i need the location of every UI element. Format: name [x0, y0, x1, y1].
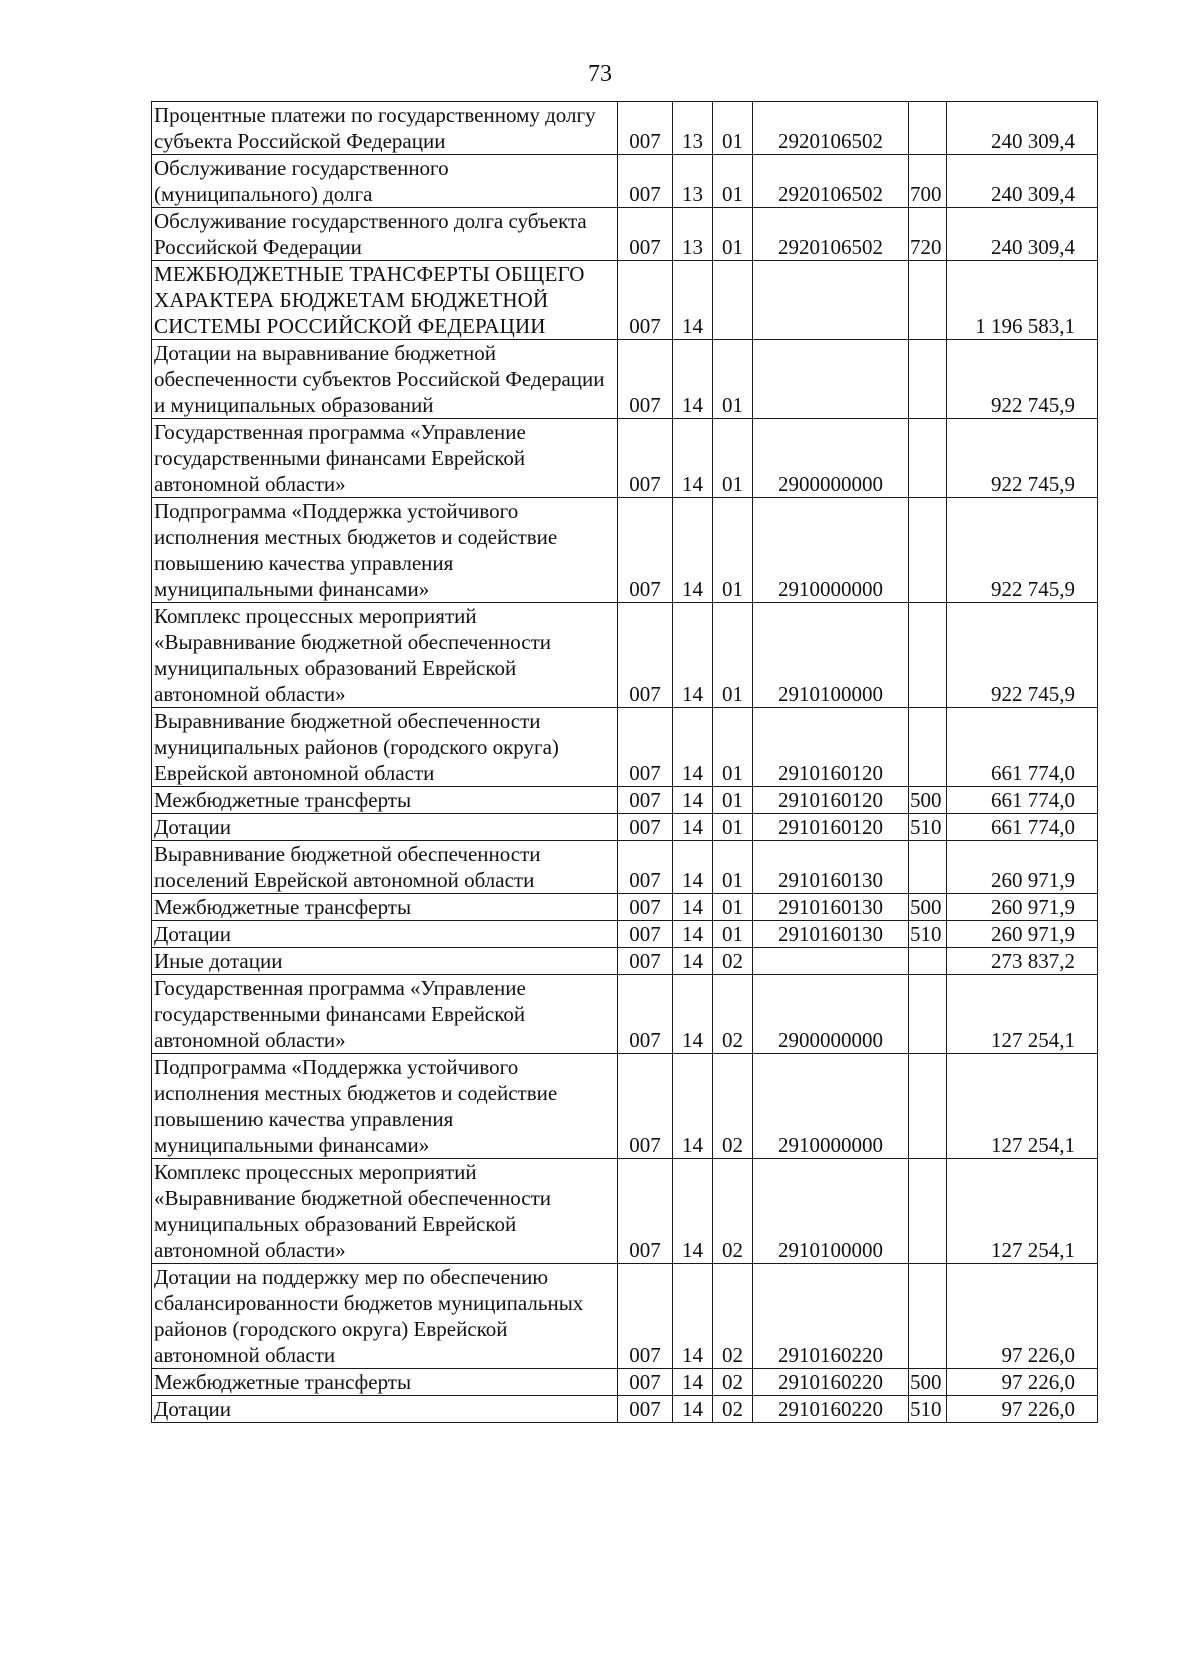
item-name-cell: Иные дотации [152, 948, 618, 975]
target-article-cell [753, 261, 909, 340]
table-row [152, 1396, 1098, 1423]
ministry-code-cell: 007 [618, 708, 673, 787]
target-article-cell: 2910160120 [753, 708, 909, 787]
section-code-cell: 14 [673, 498, 713, 603]
section-code-cell: 14 [673, 1054, 713, 1159]
expense-type-cell [909, 261, 947, 340]
item-name-cell: Государственная программа «Управление государственными финансами Еврейской автономной области» [152, 975, 618, 1054]
item-name-cell: Процентные платежи по государственному долгу субъекта Российской Федерации [152, 102, 618, 155]
ministry-code-cell: 007 [618, 814, 673, 841]
section-code-cell: 14 [673, 340, 713, 419]
section-code-cell: 14 [673, 1369, 713, 1396]
target-article-cell: 2910100000 [753, 603, 909, 708]
ministry-code-cell: 007 [618, 1369, 673, 1396]
ministry-code-cell: 007 [618, 1054, 673, 1159]
item-name-cell: Подпрограмма «Поддержка устойчивого исполнения местных бюджетов и содействие повышению качества управления муниципальными финансами» [152, 498, 618, 603]
page-number: 73 [588, 61, 612, 87]
section-code-cell: 14 [673, 1264, 713, 1369]
expense-type-cell: 500 [909, 894, 947, 921]
expense-type-cell [909, 1264, 947, 1369]
target-article-cell: 2910160220 [753, 1369, 909, 1396]
expense-type-cell [909, 975, 947, 1054]
item-name-cell: Межбюджетные трансферты [152, 1369, 618, 1396]
ministry-code-cell: 007 [618, 261, 673, 340]
section-code-cell: 14 [673, 419, 713, 498]
amount-cell: 240 309,4 [947, 155, 1098, 208]
item-name-cell: Выравнивание бюджетной обеспеченности муниципальных районов (городского округа) Еврейской автономной области [152, 708, 618, 787]
ministry-code-cell: 007 [618, 787, 673, 814]
target-article-cell: 2910100000 [753, 1159, 909, 1264]
expense-type-cell [909, 419, 947, 498]
expense-type-cell: 510 [909, 921, 947, 948]
item-name-cell: Дотации на поддержку мер по обеспечению сбалансированности бюджетов муниципальных районов (городского округа) Еврейской автономной области [152, 1264, 618, 1369]
subsection-code-cell: 01 [713, 841, 753, 894]
expense-type-cell: 500 [909, 787, 947, 814]
section-code-cell: 14 [673, 841, 713, 894]
table-row [152, 708, 1098, 787]
subsection-code-cell: 01 [713, 102, 753, 155]
subsection-code-cell: 01 [713, 419, 753, 498]
amount-cell: 922 745,9 [947, 498, 1098, 603]
item-name-cell: Выравнивание бюджетной обеспеченности поселений Еврейской автономной области [152, 841, 618, 894]
section-code-cell: 14 [673, 261, 713, 340]
item-name-cell: Государственная программа «Управление государственными финансами Еврейской автономной области» [152, 419, 618, 498]
subsection-code-cell: 02 [713, 975, 753, 1054]
subsection-code-cell: 02 [713, 1264, 753, 1369]
table-row [152, 814, 1098, 841]
ministry-code-cell: 007 [618, 102, 673, 155]
subsection-code-cell: 01 [713, 787, 753, 814]
amount-cell: 1 196 583,1 [947, 261, 1098, 340]
section-code-cell: 14 [673, 1159, 713, 1264]
amount-cell: 127 254,1 [947, 975, 1098, 1054]
item-name-cell: Подпрограмма «Поддержка устойчивого исполнения местных бюджетов и содействие повышению качества управления муниципальными финансами» [152, 1054, 618, 1159]
budget-table-body [152, 102, 1098, 1423]
ministry-code-cell: 007 [618, 948, 673, 975]
item-name-cell: Дотации [152, 921, 618, 948]
subsection-code-cell: 02 [713, 1054, 753, 1159]
table-row [152, 208, 1098, 261]
subsection-code-cell: 01 [713, 340, 753, 419]
subsection-code-cell: 01 [713, 814, 753, 841]
section-code-cell: 14 [673, 894, 713, 921]
expense-type-cell: 510 [909, 1396, 947, 1423]
section-code-cell: 13 [673, 155, 713, 208]
target-article-cell: 2910000000 [753, 1054, 909, 1159]
table-row [152, 1369, 1098, 1396]
section-code-cell: 13 [673, 102, 713, 155]
section-code-cell: 14 [673, 708, 713, 787]
ministry-code-cell: 007 [618, 1159, 673, 1264]
table-row [152, 102, 1098, 155]
target-article-cell: 2910160220 [753, 1396, 909, 1423]
ministry-code-cell: 007 [618, 921, 673, 948]
amount-cell: 661 774,0 [947, 814, 1098, 841]
amount-cell: 922 745,9 [947, 419, 1098, 498]
section-code-cell: 13 [673, 208, 713, 261]
item-name-cell: Дотации на выравнивание бюджетной обеспеченности субъектов Российской Федерации и муниципальных образований [152, 340, 618, 419]
item-name-cell: Дотации [152, 1396, 618, 1423]
item-name-cell: Обслуживание государственного (муниципального) долга [152, 155, 618, 208]
table-row [152, 1054, 1098, 1159]
target-article-cell: 2910160130 [753, 894, 909, 921]
target-article-cell: 2900000000 [753, 419, 909, 498]
expense-type-cell [909, 1159, 947, 1264]
expense-type-cell [909, 708, 947, 787]
table-row [152, 975, 1098, 1054]
section-code-cell: 14 [673, 787, 713, 814]
section-code-cell: 14 [673, 975, 713, 1054]
ministry-code-cell: 007 [618, 340, 673, 419]
table-row [152, 1159, 1098, 1264]
amount-cell: 97 226,0 [947, 1264, 1098, 1369]
table-row [152, 261, 1098, 340]
ministry-code-cell: 007 [618, 419, 673, 498]
target-article-cell: 2920106502 [753, 102, 909, 155]
expense-type-cell: 510 [909, 814, 947, 841]
ministry-code-cell: 007 [618, 1264, 673, 1369]
table-row [152, 498, 1098, 603]
subsection-code-cell: 01 [713, 155, 753, 208]
section-code-cell: 14 [673, 603, 713, 708]
section-code-cell: 14 [673, 1396, 713, 1423]
table-row [152, 340, 1098, 419]
amount-cell: 922 745,9 [947, 603, 1098, 708]
item-name-cell: Межбюджетные трансферты [152, 787, 618, 814]
budget-table [151, 101, 1098, 1423]
table-row [152, 419, 1098, 498]
amount-cell: 260 971,9 [947, 894, 1098, 921]
table-row [152, 921, 1098, 948]
expense-type-cell [909, 102, 947, 155]
amount-cell: 127 254,1 [947, 1159, 1098, 1264]
subsection-code-cell: 02 [713, 1369, 753, 1396]
amount-cell: 260 971,9 [947, 921, 1098, 948]
target-article-cell: 2910160220 [753, 1264, 909, 1369]
subsection-code-cell: 02 [713, 948, 753, 975]
expense-type-cell [909, 498, 947, 603]
target-article-cell: 2920106502 [753, 155, 909, 208]
table-row [152, 894, 1098, 921]
expense-type-cell [909, 841, 947, 894]
item-name-cell: Комплекс процессных мероприятий «Выравнивание бюджетной обеспеченности муниципальных образований Еврейской автономной области» [152, 1159, 618, 1264]
ministry-code-cell: 007 [618, 208, 673, 261]
amount-cell: 97 226,0 [947, 1369, 1098, 1396]
ministry-code-cell: 007 [618, 498, 673, 603]
expense-type-cell [909, 340, 947, 419]
ministry-code-cell: 007 [618, 1396, 673, 1423]
target-article-cell: 2910160120 [753, 814, 909, 841]
ministry-code-cell: 007 [618, 894, 673, 921]
amount-cell: 661 774,0 [947, 787, 1098, 814]
target-article-cell [753, 340, 909, 419]
amount-cell: 273 837,2 [947, 948, 1098, 975]
target-article-cell: 2920106502 [753, 208, 909, 261]
expense-type-cell: 500 [909, 1369, 947, 1396]
amount-cell: 240 309,4 [947, 208, 1098, 261]
subsection-code-cell: 02 [713, 1396, 753, 1423]
amount-cell: 97 226,0 [947, 1396, 1098, 1423]
target-article-cell: 2910160130 [753, 841, 909, 894]
table-row [152, 603, 1098, 708]
expense-type-cell [909, 1054, 947, 1159]
item-name-cell: Комплекс процессных мероприятий «Выравнивание бюджетной обеспеченности муниципальных образований Еврейской автономной области» [152, 603, 618, 708]
subsection-code-cell: 01 [713, 894, 753, 921]
table-row [152, 1264, 1098, 1369]
expense-type-cell [909, 948, 947, 975]
amount-cell: 127 254,1 [947, 1054, 1098, 1159]
table-row [152, 841, 1098, 894]
subsection-code-cell: 01 [713, 921, 753, 948]
section-code-cell: 14 [673, 921, 713, 948]
ministry-code-cell: 007 [618, 975, 673, 1054]
expense-type-cell [909, 603, 947, 708]
amount-cell: 260 971,9 [947, 841, 1098, 894]
expense-type-cell: 720 [909, 208, 947, 261]
section-code-cell: 14 [673, 814, 713, 841]
item-name-cell: Обслуживание государственного долга субъекта Российской Федерации [152, 208, 618, 261]
target-article-cell: 2900000000 [753, 975, 909, 1054]
item-name-cell: Межбюджетные трансферты [152, 894, 618, 921]
amount-cell: 240 309,4 [947, 102, 1098, 155]
ministry-code-cell: 007 [618, 841, 673, 894]
table-row [152, 787, 1098, 814]
target-article-cell: 2910160130 [753, 921, 909, 948]
subsection-code-cell [713, 261, 753, 340]
subsection-code-cell: 01 [713, 498, 753, 603]
expense-type-cell: 700 [909, 155, 947, 208]
section-code-cell: 14 [673, 948, 713, 975]
subsection-code-cell: 01 [713, 208, 753, 261]
subsection-code-cell: 02 [713, 1159, 753, 1264]
ministry-code-cell: 007 [618, 155, 673, 208]
subsection-code-cell: 01 [713, 708, 753, 787]
amount-cell: 922 745,9 [947, 340, 1098, 419]
target-article-cell: 2910160120 [753, 787, 909, 814]
amount-cell: 661 774,0 [947, 708, 1098, 787]
table-row [152, 155, 1098, 208]
target-article-cell [753, 948, 909, 975]
subsection-code-cell: 01 [713, 603, 753, 708]
item-name-cell: Дотации [152, 814, 618, 841]
target-article-cell: 2910000000 [753, 498, 909, 603]
item-name-cell: МЕЖБЮДЖЕТНЫЕ ТРАНСФЕРТЫ ОБЩЕГО ХАРАКТЕРА БЮДЖЕТАМ БЮДЖЕТНОЙ СИСТЕМЫ РОССИЙСКОЙ ФЕДЕРАЦИИ [152, 261, 618, 340]
ministry-code-cell: 007 [618, 603, 673, 708]
table-row [152, 948, 1098, 975]
